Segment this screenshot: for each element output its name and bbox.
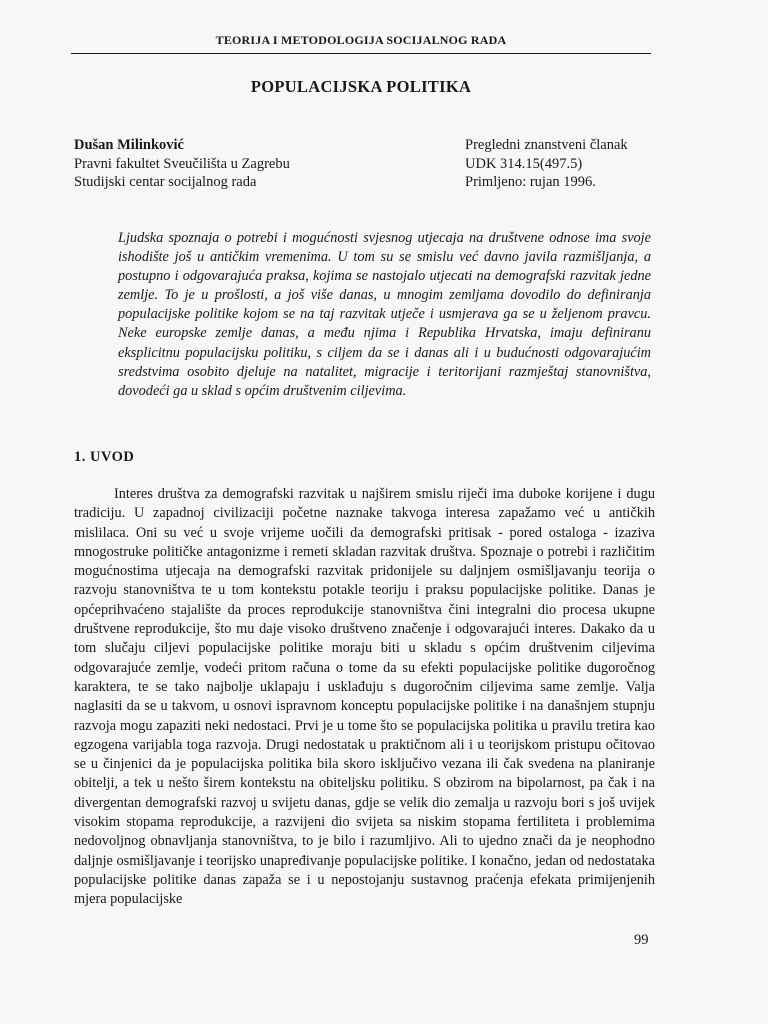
author-block [74, 136, 404, 192]
abstract: Ljudska spoznaja o potrebi i mogućnosti svjesnog utjecaja na društvene odnose ima svoje ishodište još u antičkim vremenima. U tom su se smislu već davno javila razmišljanja, a postupno i odgovarajuća praksa, kojima se nastojalo utjecati na demografski razvitak jedne zemlje. To je u prošlosti, a još više danas, u mnogim zemljama dovodilo do definiranja populacijske politike kojom se na taj razvitak utječe i usmjerava ga se u željenom pravcu. Neke europske zemlje danas, a među njima i Republika Hrvatska, imaju definiranu eksplicitnu populacijsku politiku, s ciljem da se i danas ali i u budućnosti odgovarajućim sredstvima osobito djeluje na natalitet, migracije i teritorijani razmještaj stanovništva, dovodeći ga u sklad s općim društvenim ciljevima. [118, 230, 651, 399]
body-text [74, 485, 655, 910]
body-paragraph: Interes društva za demografski razvitak u najširem smislu riječi ima duboke korijene i dugu tradiciju. U zapadnoj civilizaciji početne naznake takvoga interesa zapažamo već u antičkih mislilaca. Oni su već u svoje vrijeme uočili da demografski pritisak - pored ostaloga - izaziva mnogostruke političke antagonizme i remeti skladan razvitak društva. Spoznaje o potrebi i različitim mogućnostima utjecaja na demografski razvitak pridonijele su daljnjem osmišljavanju teorija o razvoju stanovništva te u tom kontekstu potakle teoriju i praksu populacijske politike. Danas je općeprihvaćeno stajalište da proces reprodukcije stanovništva čini integralni dio procesa ukupne društvene reprodukcije, što mu daje visoko društveno značenje i odgovarajući interes. Dakako da u tom slučaju ciljevi populacijske politike moraju biti u skladu s općim društvenim ciljevima odgovarajuće zemlje, vodeći pritom računa o tome da su efekti populacijske politike dugoročnog karaktera, te se tako najbolje uklapaju i usklađuju s dugoročnim ciljevima same zemlje. Valja naglasiti da se u takvom, u osnovi ispravnom konceptu populacijske politike i na današnjem stupnju razvoja mogu zapaziti neki nedostaci. Prvi je u tome što se populacijska politika u pravilu tretira kao egzogena varijabla toga razvoja. Drugi nedostatak u praktičnom ali i u teorijskom pristupu očitovao se u činjenici da je populacijska politika bila skoro isključivo vezana ili čak svedena na planiranje obitelji, a tek u nešto širem kontekstu na obiteljsku politiku. S obzirom na bipolarnost, pa čak i na divergentan demografski razvoj u svijetu danas, gdje se velik dio zemalja u razvoju bori s još uvijek visokim stopama reprodukcije, a razvijeni dio svijeta sa niskim stopama fertiliteta i problemima nedovoljnog obnavljanja stanovništva, to je bilo i razumljivo. Ali to ujedno znači da je neophodno daljnje osmišljavanje i teorijsko unapređivanje populacijske politike. I konačno, jedan od nedostataka populacijske politike danas zapaža se i u nepostojanju sustavnog praćenja efekata primijenjenih mjera populacijske [74, 486, 655, 908]
article-type: Pregledni znanstveni članak [465, 137, 628, 153]
author-affiliation: Pravni fakultet Sveučilišta u Zagrebu [74, 155, 290, 172]
article-meta [465, 136, 705, 192]
page-number: 99 [634, 932, 649, 948]
udk-code: UDK 314.15(497.5) [465, 155, 583, 172]
received-date: Primljeno: rujan 1996. [465, 174, 596, 190]
article-title: POPULACIJSKA POLITIKA [250, 77, 472, 96]
author-name: Dušan Milinković [74, 137, 184, 153]
author-affiliation: Studijski centar socijalnog rada [74, 174, 257, 190]
running-head: TEORIJA I METODOLOGIJA SOCIJALNOG RADA [71, 33, 651, 54]
section-heading: 1. UVOD [74, 449, 135, 465]
